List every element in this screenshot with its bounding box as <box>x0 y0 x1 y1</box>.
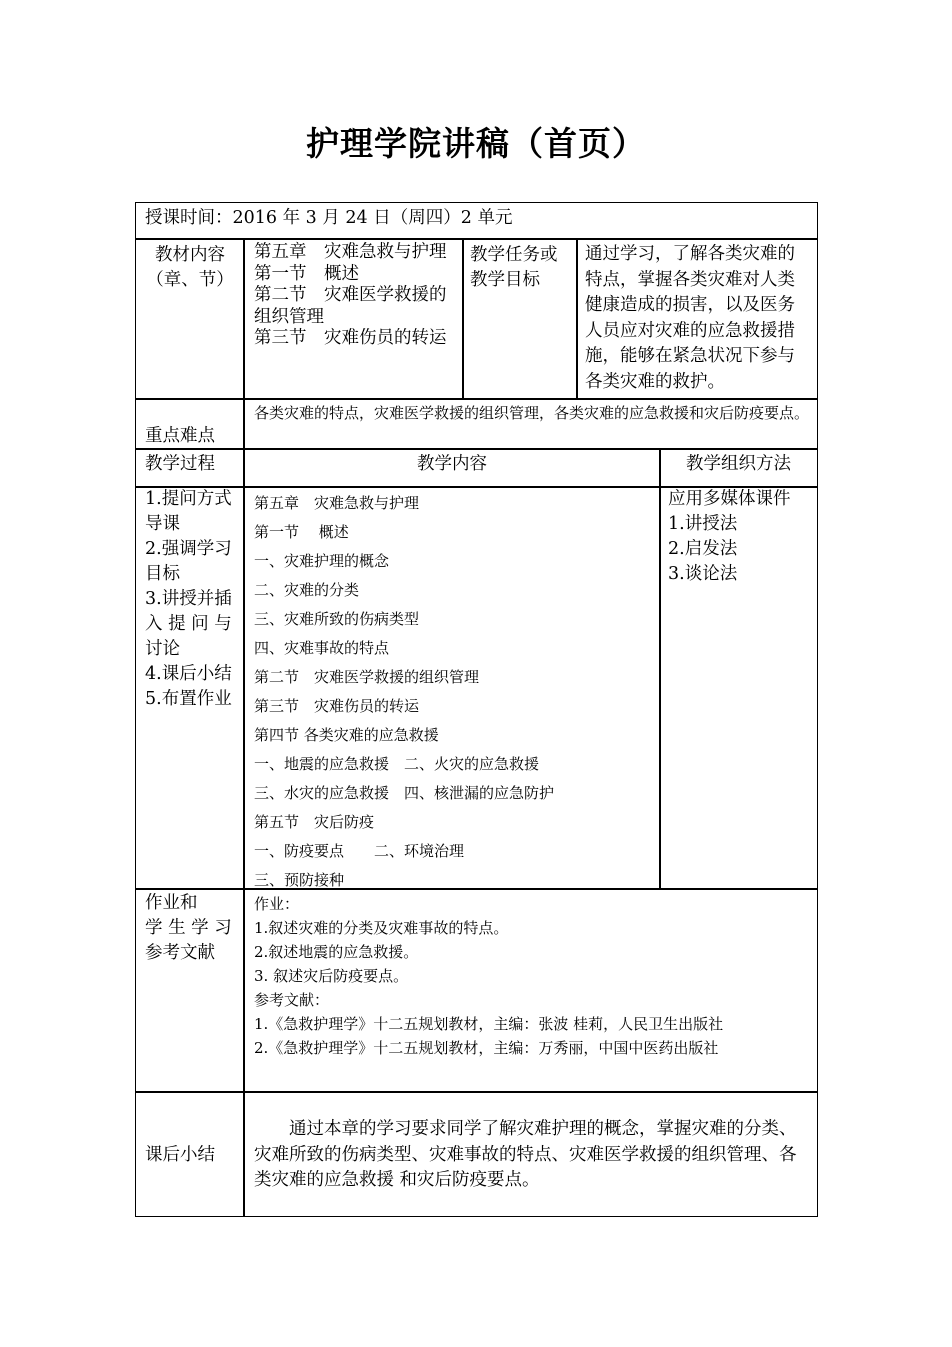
key-points-text: 各类灾难的特点，灾难医学救援的组织管理，各类灾难的应急救援和灾后防疫要点。 <box>254 404 810 422</box>
objective-text: 通过学习，了解各类灾难的特点，掌握各类灾难对人类健康造成的损害，以及医务人员应对灾难的应急救援措施，能够在紧急状况下参与各类灾难的救护。 <box>585 244 795 392</box>
page-title: 护理学院讲稿（首页） <box>306 124 646 163</box>
summary-label: 课后小结 <box>145 1145 215 1165</box>
method-header: 教学组织方法 <box>686 454 791 474</box>
method-list: 应用多媒体课件 1.讲授法 2.启发法 3.谈论法 <box>668 489 791 584</box>
summary-text: 通过本章的学习要求同学了解灾难护理的概念，掌握灾难的分类、灾难所致的伤病类型、灾难事故的特点、灾难医学救援的组织管理、各类灾难的应急救援 和灾后防疫要点。 <box>254 1119 797 1190</box>
homework-label: 作业和 学 生 学 习 参考文献 <box>145 893 232 963</box>
schedule-text: 授课时间：2016 年 3 月 24 日（周四）2 单元 <box>145 208 513 228</box>
key-points-label: 重点难点 <box>145 426 215 446</box>
textbook-label: 教材内容 （章、节） <box>146 245 234 290</box>
homework-content: 作业： 1.叙述灾难的分类及灾难事故的特点。 2.叙述地震的应急救援。 3. 叙述灾后防疫要点。 参考文献： 1.《急救护理学》十二五规划教材，主编：张波 桂莉，人民卫生出版社 2.《急救护理学》十二五规划教材，主编：万秀丽，中国中医药出版社 <box>254 895 724 1057</box>
content-outline: 第五章 灾难急救与护理 第一节 概述 一、灾难护理的概念 二、灾难的分类 三、灾难所致的伤病类型 四、灾难事故的特点 第二节 灾难医学救援的组织管理 第三节 灾难伤员的转运 第四节 各类灾难的应急救援 一、地震的应急救援 二、火灾的应急救援 三、水灾的应急救援 四、核泄漏的应急防护 第五节 灾后防疫 一、防疫要点 二、环境治理 三、预防接种 <box>254 494 555 889</box>
objective-label: 教学任务或 教学目标 <box>470 245 558 290</box>
process-header: 教学过程 <box>145 454 215 474</box>
process-steps: 1.提问方式 导课 2.强调学习 目标 3.讲授并插 入 提 问 与 讨论 4.课后小结 5.布置作业 <box>145 489 232 709</box>
content-header: 教学内容 <box>417 454 487 474</box>
textbook-content: 第五章 灾难急救与护理 第一节 概述 第二节 灾难医学救援的组织管理 第三节 灾难伤员的转运 <box>254 242 447 348</box>
